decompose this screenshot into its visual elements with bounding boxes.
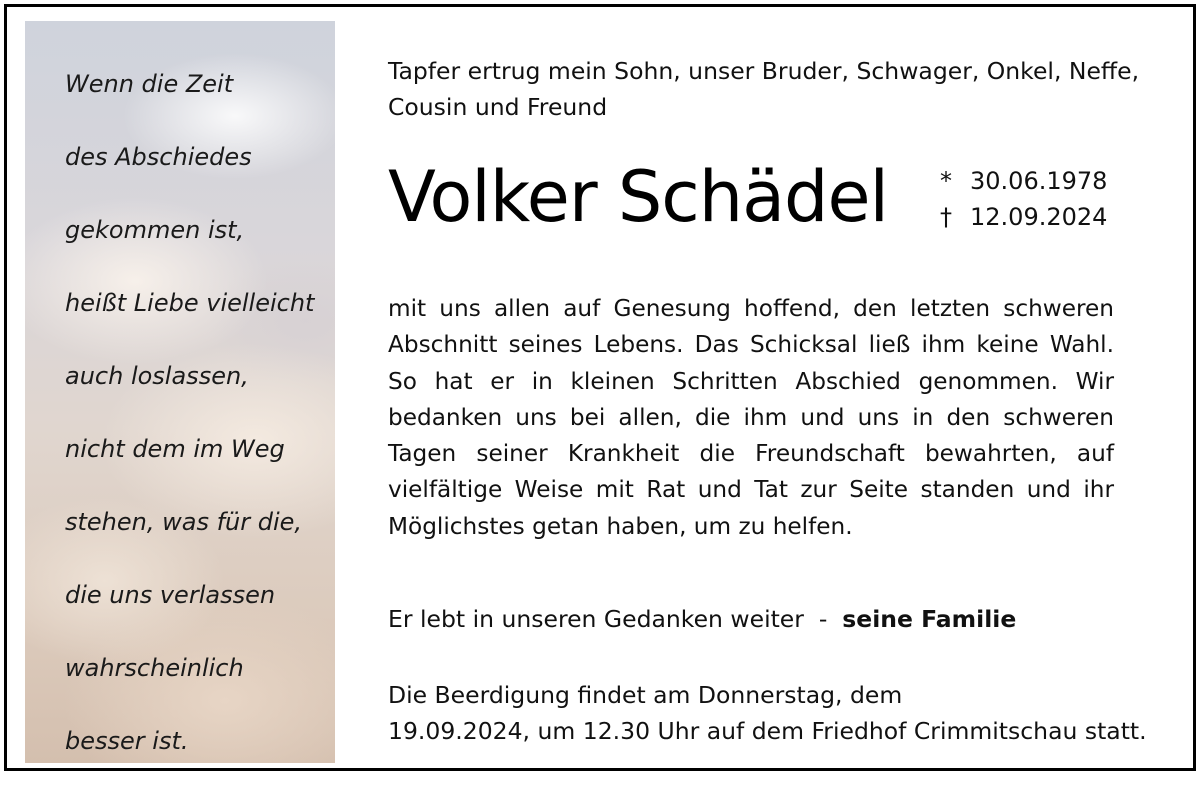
poem-line: auch loslassen,	[65, 362, 249, 390]
poem-line: Wenn die Zeit	[65, 70, 234, 98]
body-text: mit uns allen auf Genesung hoffend, den letzten schweren Abschnitt seines Lebens. Das Schicksal ließ ihm keine Wahl. So hat er in kleinen Schritten Abschied genommen. Wir bedanken uns bei allen, die ihm und uns in den schweren Tagen seiner Krankheit die Freundschaft bewahrten, auf vielfältige Weise mit Rat und Tat zur Seite standen und ihr Möglichstes getan haben, um zu helfen.	[388, 295, 1114, 540]
intro-line-2: Cousin und Freund	[388, 93, 608, 121]
poem-line: stehen, was für die,	[65, 508, 303, 536]
poem-line: des Abschiedes	[65, 143, 252, 171]
closing-line	[388, 601, 1016, 637]
life-dates	[940, 163, 1107, 235]
birth-row	[940, 163, 1107, 199]
birth-star-icon: *	[940, 167, 952, 195]
funeral-notice	[388, 677, 1178, 749]
signature: seine Familie	[842, 605, 1017, 633]
cloud-sidebar	[25, 21, 335, 763]
deceased-name: Volker Schädel	[388, 156, 888, 238]
birth-date: 30.06.1978	[970, 167, 1108, 195]
poem-line: heißt Liebe vielleicht	[65, 289, 315, 317]
poem-line: gekommen ist,	[65, 216, 245, 244]
funeral-line-2: 19.09.2024, um 12.30 Uhr auf dem Friedhof Crimmitschau statt.	[388, 717, 1147, 745]
death-date: 12.09.2024	[970, 203, 1108, 231]
poem-line: wahrscheinlich	[65, 654, 244, 682]
death-row	[940, 199, 1107, 235]
intro-text	[388, 53, 1178, 125]
funeral-line-1: Die Beerdigung findet am Donnerstag, dem	[388, 681, 903, 709]
death-cross-icon: †	[940, 203, 952, 231]
obituary-frame	[4, 4, 1196, 771]
intro-line-1: Tapfer ertrug mein Sohn, unser Bruder, Schwager, Onkel, Neffe,	[388, 57, 1140, 85]
poem	[65, 67, 314, 797]
poem-line: die uns verlassen	[65, 581, 276, 609]
poem-line: besser ist.	[65, 727, 189, 755]
closing-text: Er lebt in unseren Gedanken weiter -	[388, 605, 843, 633]
poem-line: nicht dem im Weg	[65, 435, 285, 463]
